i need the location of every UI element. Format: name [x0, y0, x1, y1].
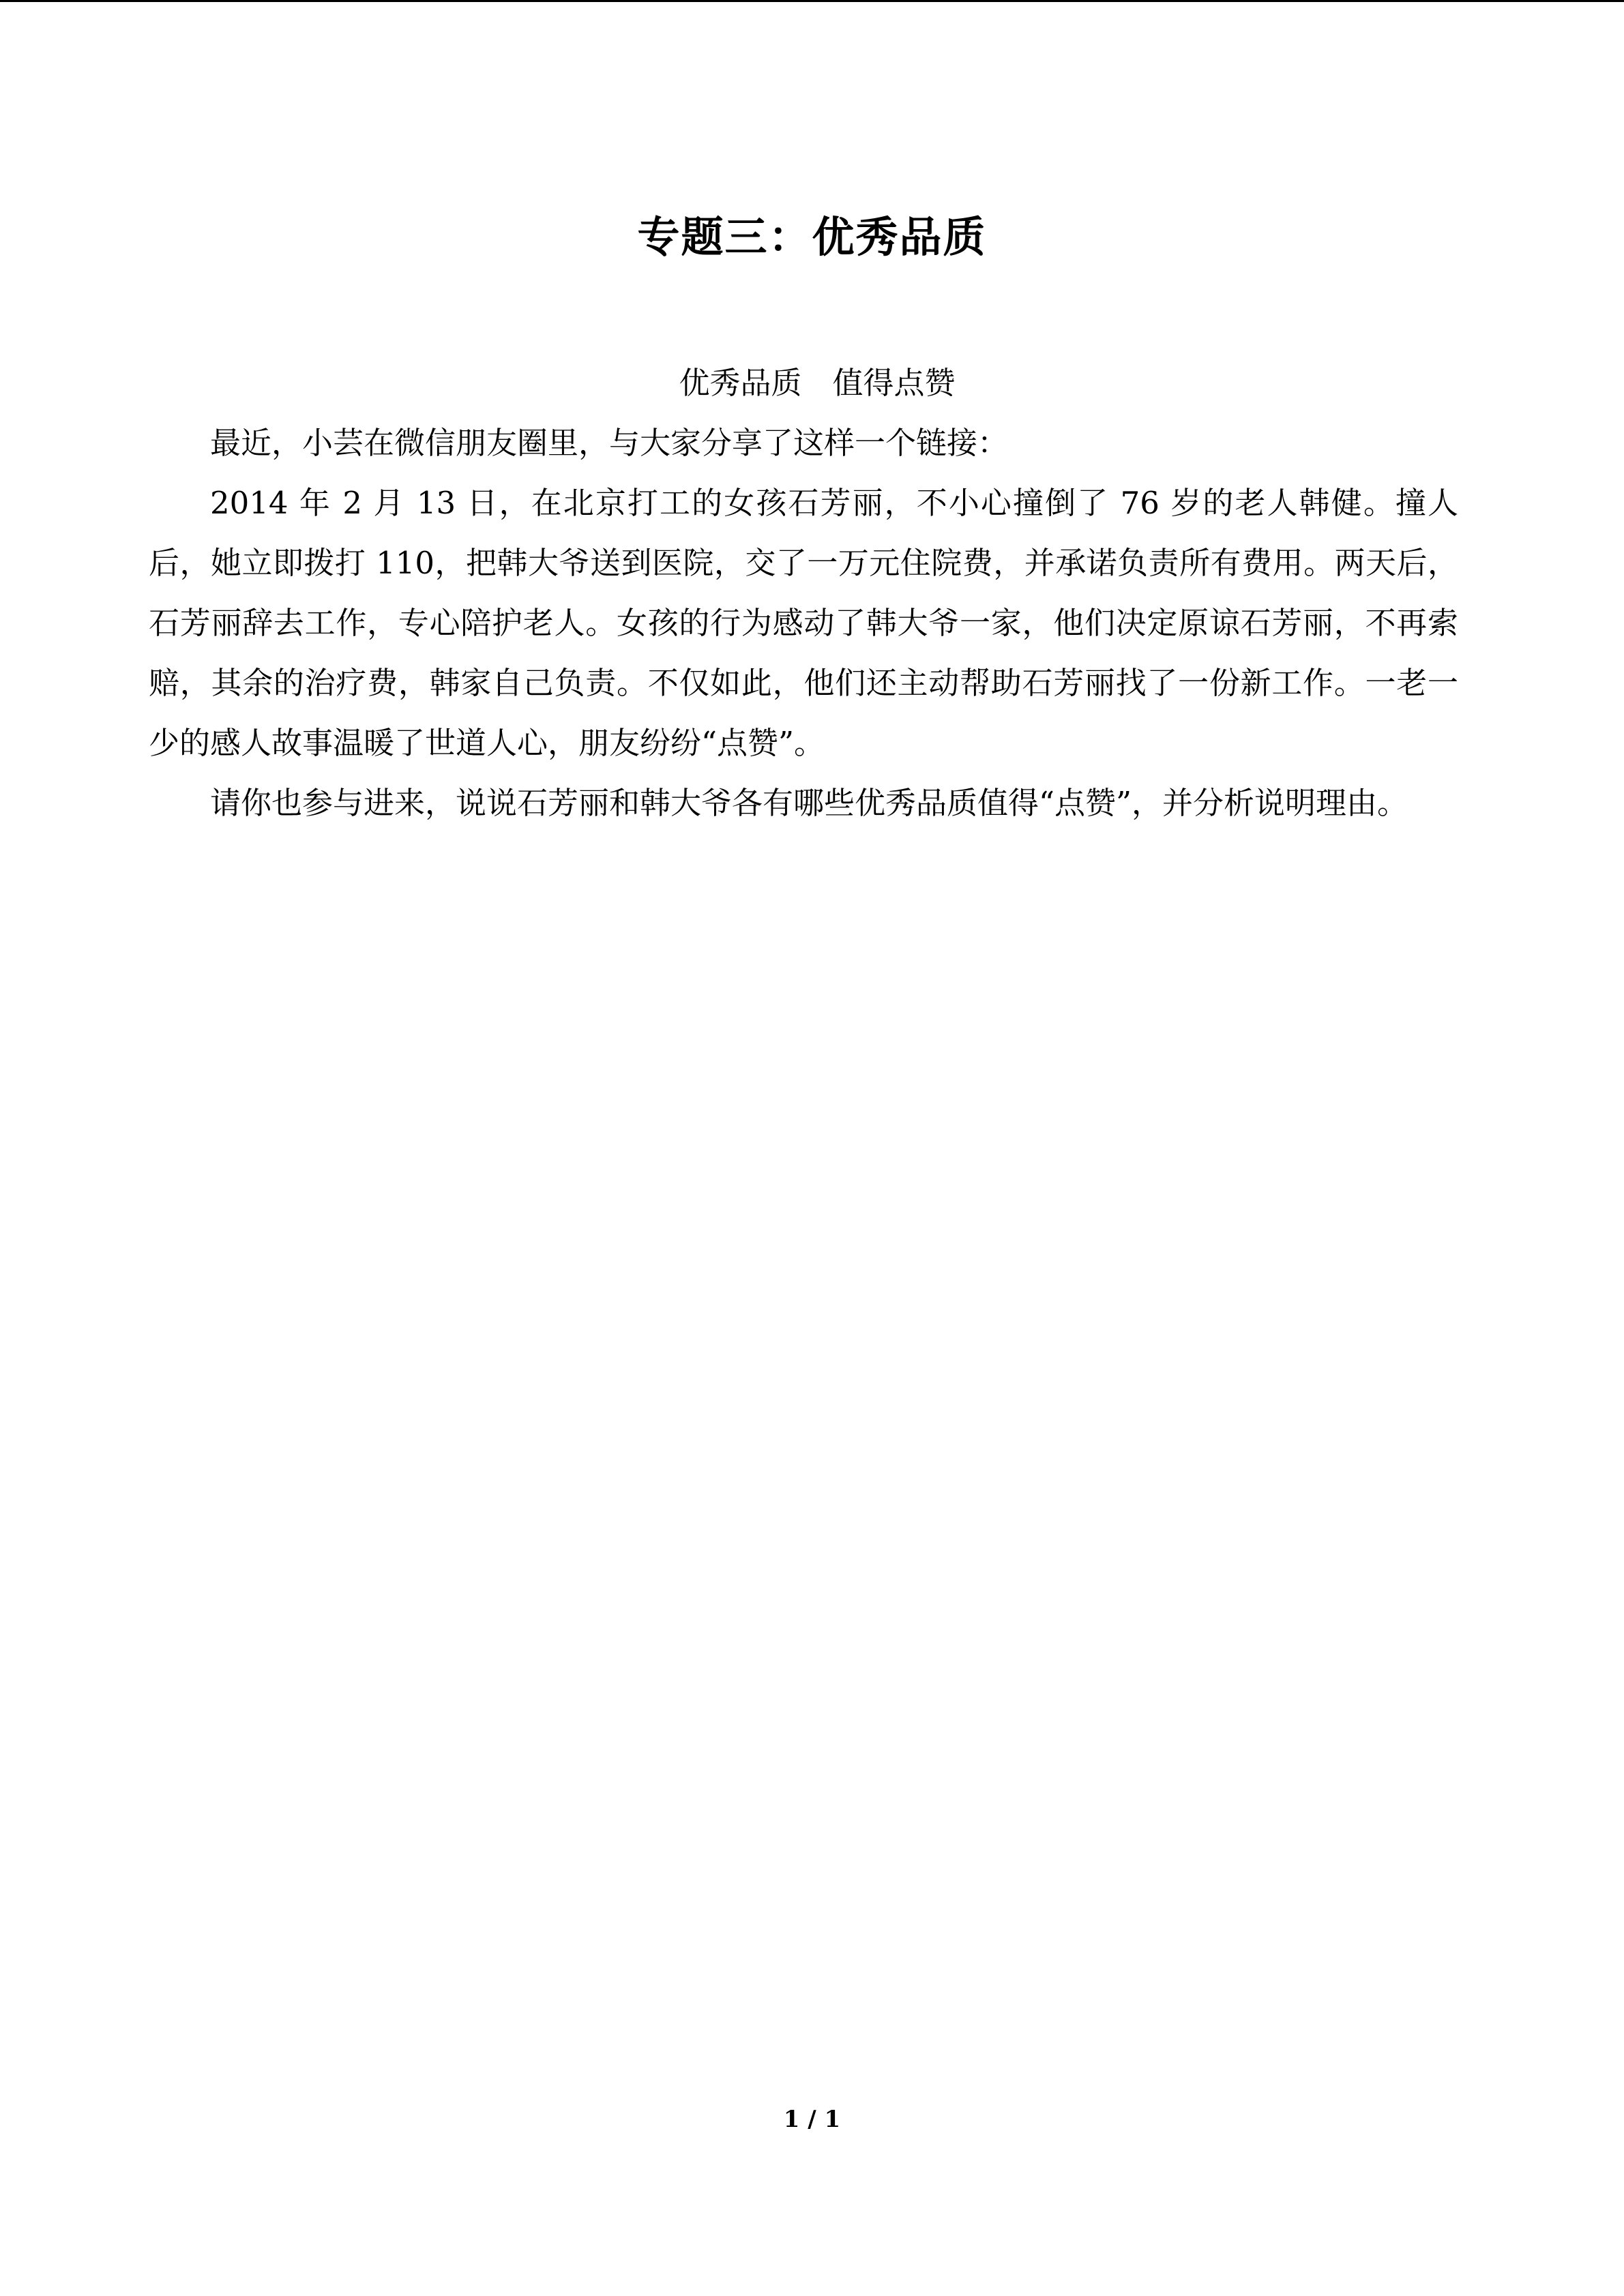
paragraph-story: 2014 年 2 月 13 日，在北京打工的女孩石芳丽，不小心撞倒了 76 岁的老人韩健。撞人后，她立即拨打 110，把韩大爷送到医院，交了一万元住院费，并承诺负责所有费用。两天后，石芳丽辞去工作，专心陪护老人。女孩的行为感动了韩大爷一家，他们决定原谅石芳丽，不再索赔，其余的治疗费，韩家自己负责。不仅如此，他们还主动帮助石芳丽找了一份新工作。一老一少的感人故事温暖了世道人心，朋友纷纷“点赞”。 [149, 485, 1458, 761]
page-number: 1 / 1 [783, 2106, 841, 2133]
section-subtitle: 优秀品质 值得点赞 [679, 365, 956, 401]
paragraph-question: 请你也参与进来，说说石芳丽和韩大爷各有哪些优秀品质值得“点赞”，并分析说明理由。 [210, 785, 1408, 821]
paragraph-intro: 最近，小芸在微信朋友圈里，与大家分享了这样一个链接： [210, 425, 1009, 461]
document-body [149, 353, 1458, 833]
document-title: 专题三：优秀品质 [637, 212, 987, 262]
